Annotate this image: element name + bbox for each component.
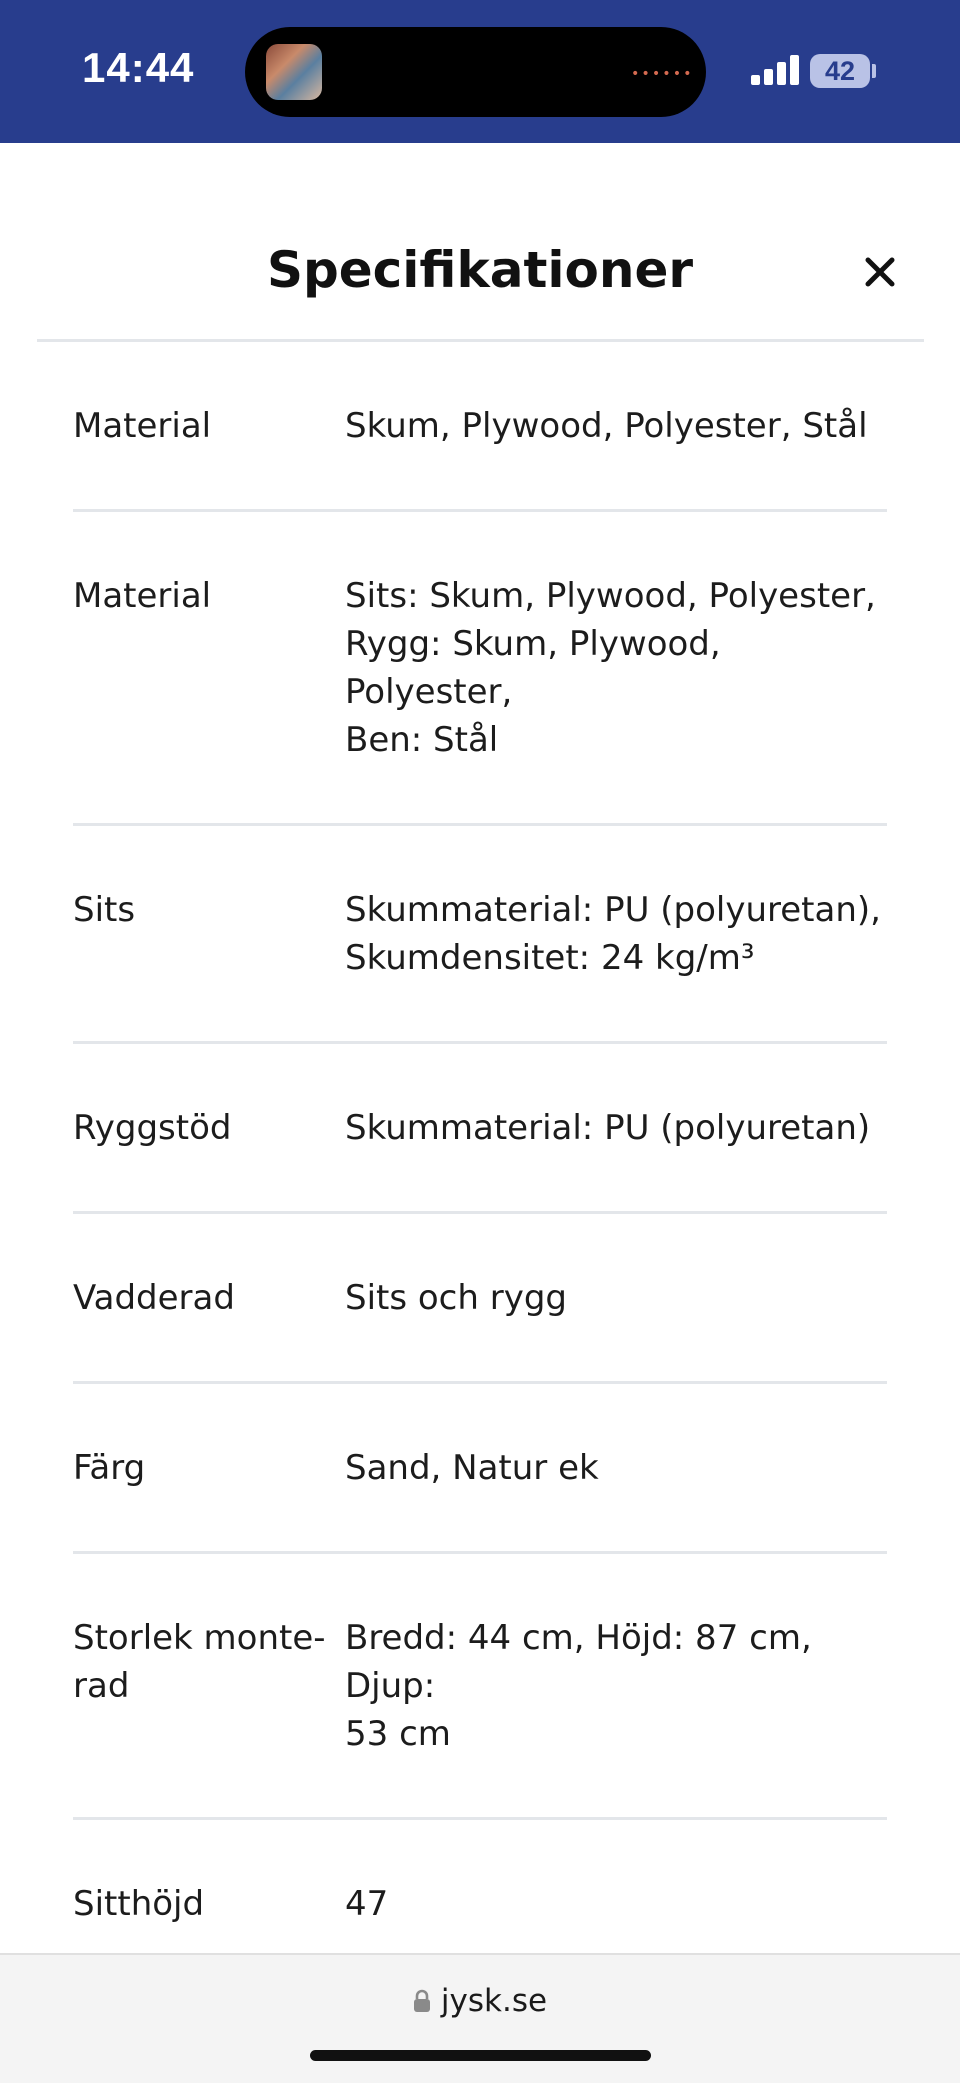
spec-value-line: Sits och rygg (345, 1278, 567, 1318)
spec-list (73, 342, 887, 1990)
spec-label (73, 1614, 345, 1758)
home-indicator[interactable] (310, 2050, 651, 2061)
dynamic-island[interactable] (245, 27, 706, 117)
spec-label-line: Storlek monte- (73, 1618, 326, 1658)
battery-nub (872, 64, 876, 78)
spec-label: Sits (73, 890, 136, 930)
cellular-signal-icon (751, 55, 799, 85)
spec-value-line: Skumdensitet: 24 kg/m³ (345, 938, 755, 978)
spec-value (345, 1880, 887, 1928)
spec-value-line: Rygg: Skum, Plywood, Polyester, (345, 624, 721, 712)
spec-row-ryggstod (73, 1044, 887, 1214)
spec-label: Material (73, 406, 212, 446)
spec-row-vadderad (73, 1214, 887, 1384)
spec-value (345, 572, 887, 764)
url-display[interactable] (0, 1983, 960, 2019)
spec-row-sits (73, 826, 887, 1044)
spec-label: Sitthöjd (73, 1884, 205, 1924)
spec-value-line: Skum, Plywood, Polyester, Stål (345, 406, 868, 446)
browser-address-bar[interactable] (0, 1953, 960, 2083)
spec-value-line: Ben: Stål (345, 720, 499, 760)
spec-label-line: rad (73, 1666, 130, 1706)
battery-icon: 42 (810, 54, 870, 88)
status-bar (0, 0, 960, 143)
now-playing-thumbnail (266, 44, 322, 100)
spec-row-storlek (73, 1554, 887, 1820)
spec-label: Material (73, 576, 212, 616)
spec-value (345, 402, 887, 450)
spec-value-line: Skummaterial: PU (polyuretan) (345, 1108, 871, 1148)
audio-waveform-icon: •••••• (631, 66, 694, 82)
spec-value (345, 886, 887, 982)
spec-value (345, 1444, 887, 1492)
spec-value (345, 1614, 887, 1758)
spec-row-material-detail (73, 512, 887, 826)
spec-row-material (73, 342, 887, 512)
close-button[interactable] (858, 250, 902, 294)
spec-label: Ryggstöd (73, 1108, 232, 1148)
spec-value (345, 1274, 887, 1322)
close-icon (858, 250, 902, 294)
spec-value-line: Sits: Skum, Plywood, Polyester, (345, 576, 876, 616)
spec-row-farg (73, 1384, 887, 1554)
sheet-title: Specifikationer (266, 241, 694, 299)
url-text: jysk.se (440, 1983, 548, 2019)
lock-icon (413, 1989, 431, 2013)
spec-value (345, 1104, 887, 1152)
spec-value-line: Sand, Natur ek (345, 1448, 599, 1488)
spec-label: Vadderad (73, 1278, 235, 1318)
spec-value-line: Skummaterial: PU (polyuretan), (345, 890, 881, 930)
status-time: 14:44 (82, 44, 195, 91)
spec-label: Färg (73, 1448, 146, 1488)
spec-value-line: 53 cm (345, 1714, 451, 1754)
spec-value-line: 47 (345, 1884, 389, 1924)
spec-value-line: Bredd: 44 cm, Höjd: 87 cm, Djup: (345, 1618, 812, 1706)
